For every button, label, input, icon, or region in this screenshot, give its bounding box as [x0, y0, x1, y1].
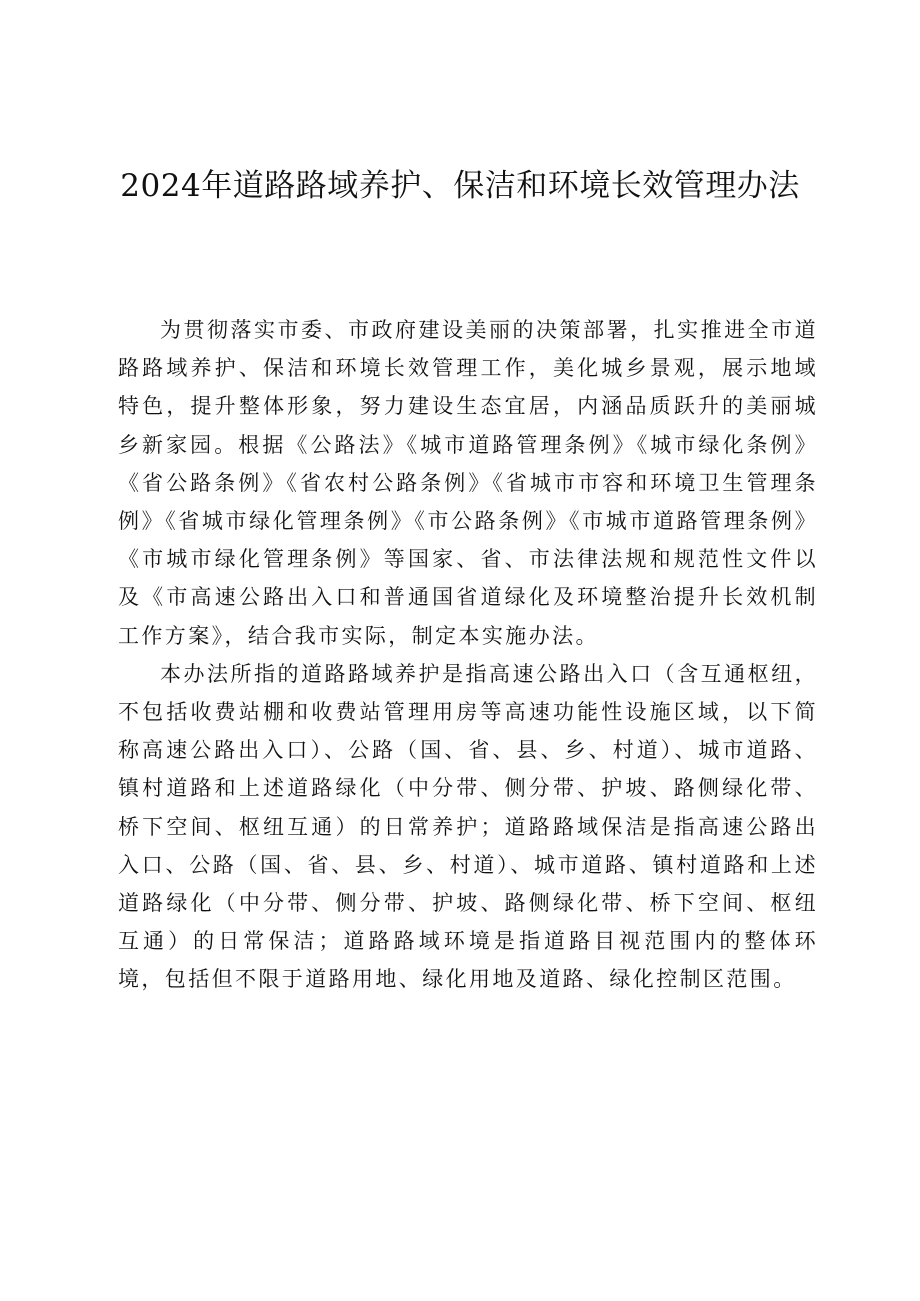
body-paragraph-1: 为贯彻落实市委、市政府建设美丽的决策部署，扎实推进全市道路路域养护、保洁和环境长效管理工作，美化城乡景观，展示地域特色，提升整体形象，努力建设生态宜居，内涵品质跃升的美丽城乡新家园。根据《公路法》《城市道路管理条例》《城市绿化条例》《省公路条例》《省农村公路条例》《省城市市容和环境卫生管理条例》《省城市绿化管理条例》《市公路条例》《市城市道路管理条例》《市城市绿化管理条例》等国家、省、市法律法规和规范性文件以及《市高速公路出入口和普通国省道绿化及环境整治提升长效机制工作方案》，结合我市实际，制定本实施办法。	[118, 318, 818, 648]
body-paragraph-2: 本办法所指的道路路域养护是指高速公路出入口（含互通枢纽，不包括收费站棚和收费站管理用房等高速功能性设施区域，以下简称高速公路出入口）、公路（国、省、县、乡、村道）、城市道路、镇村道路和上述道路绿化（中分带、侧分带、护坡、路侧绿化带、桥下空间、枢纽互通）的日常养护；道路路域保洁是指高速公路出入口、公路（国、省、县、乡、村道）、城市道路、镇村道路和上述道路绿化（中分带、侧分带、护坡、路侧绿化带、桥下空间、枢纽互通）的日常保洁；道路路域环境是指道路目视范围内的整体环境，包括但不限于道路用地、绿化用地及道路、绿化控制区范围。	[118, 661, 818, 992]
document-title: 2024年道路路域养护、保洁和环境长效管理办法	[120, 168, 800, 204]
document-body	[118, 311, 818, 999]
